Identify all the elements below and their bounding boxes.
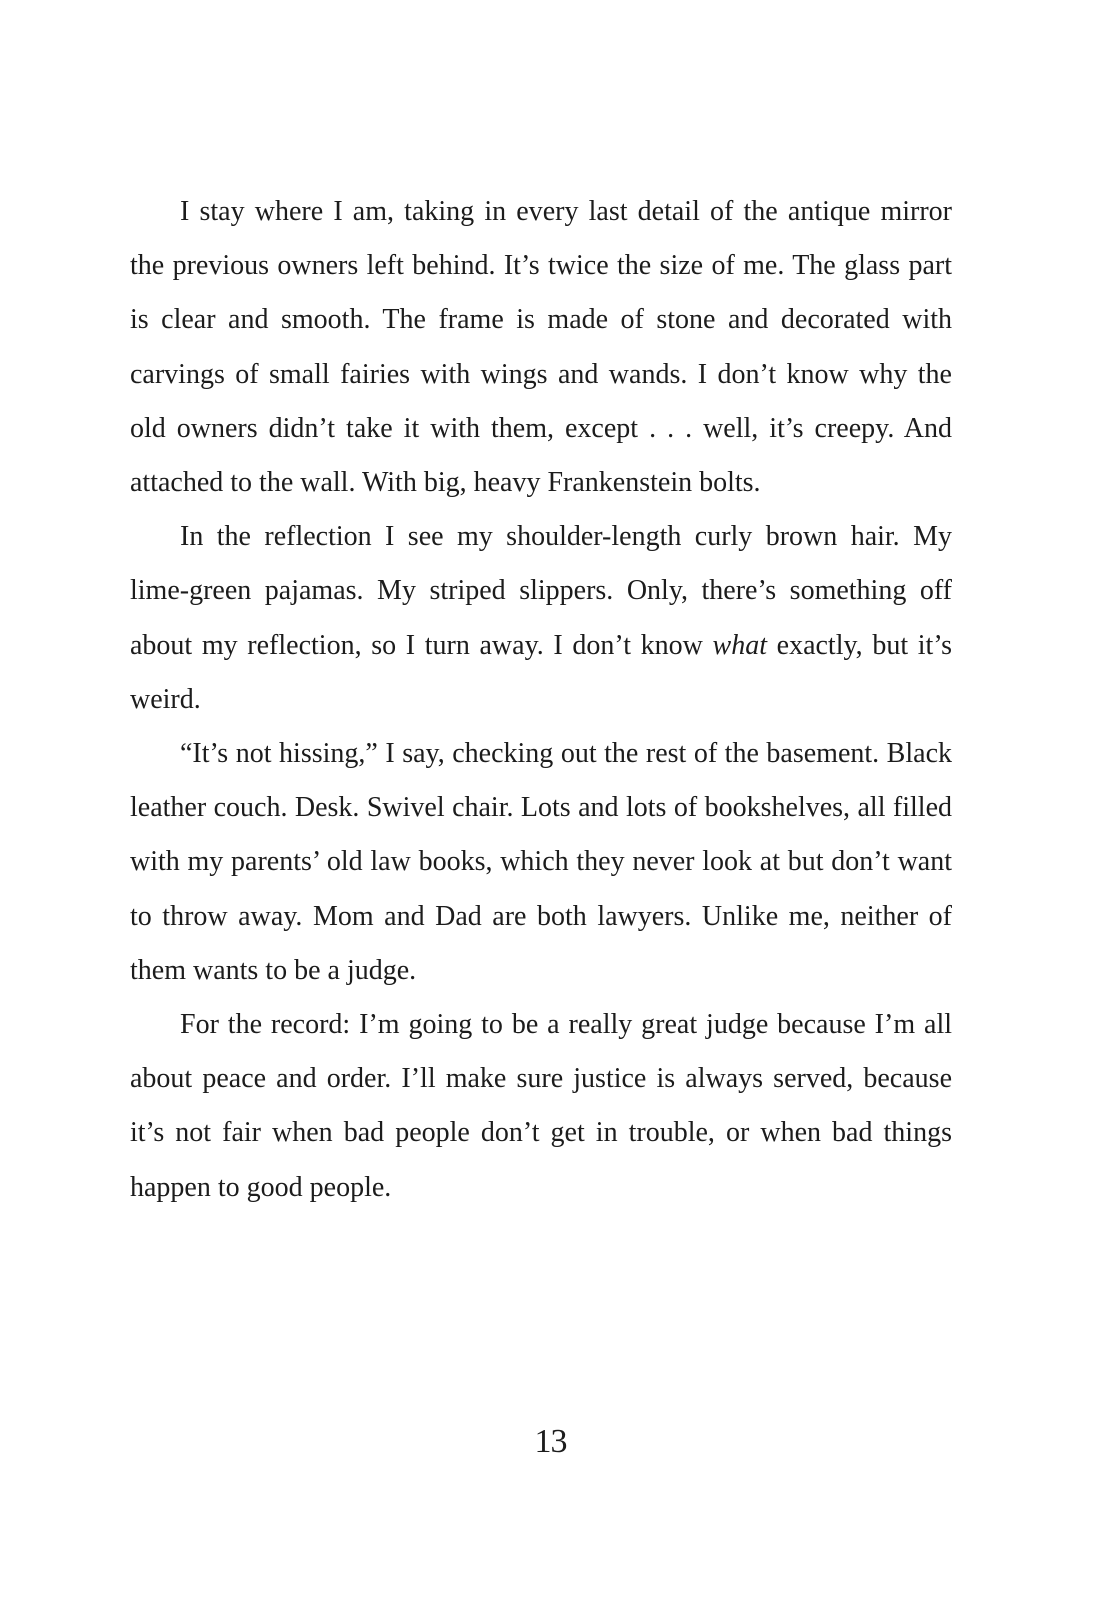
- paragraph-text: In the reflection I see my shoulder-length curly brown hair. My lime-green pajamas. My striped slippers. Only, there’s something off about my reflection, so I turn away. I don’t know: [130, 521, 952, 661]
- paragraph-text: “It’s not hissing,” I say, checking out the rest of the basement. Black leather couch. Desk. Swivel chair. Lots and lots of bookshelves, all filled with my parents’ old law books, which they never look at but don’t want to throw away. Mom and Dad are both lawyers. Unlike me, neither of them wants to be a judge.: [130, 738, 952, 986]
- page-number: 13: [534, 1423, 567, 1460]
- paragraph: [130, 510, 952, 727]
- paragraph-text-end: exactly, but it’s weird.: [130, 629, 952, 715]
- paragraph-emphasis: what: [712, 629, 767, 661]
- paragraph: [130, 998, 952, 1215]
- body-text: [130, 185, 952, 1215]
- paragraph: [130, 727, 952, 998]
- paragraph: [130, 185, 952, 510]
- paragraph-text: I stay where I am, taking in every last detail of the antique mirror the previous owners left behind. It’s twice the size of me. The glass part is clear and smooth. The frame is made of stone and decorated with carvings of small fairies with wings and wands. I don’t know why the old owners didn’t take it with them, except . . . well, it’s creepy. And attached to the wall. With big, heavy Frankenstein bolts.: [130, 196, 952, 499]
- paragraph-text: For the record: I’m going to be a really great judge because I’m all about peace and order. I’ll make sure justice is always served, because it’s not fair when bad people don’t get in trouble, or when bad things happen to good people.: [130, 1009, 952, 1203]
